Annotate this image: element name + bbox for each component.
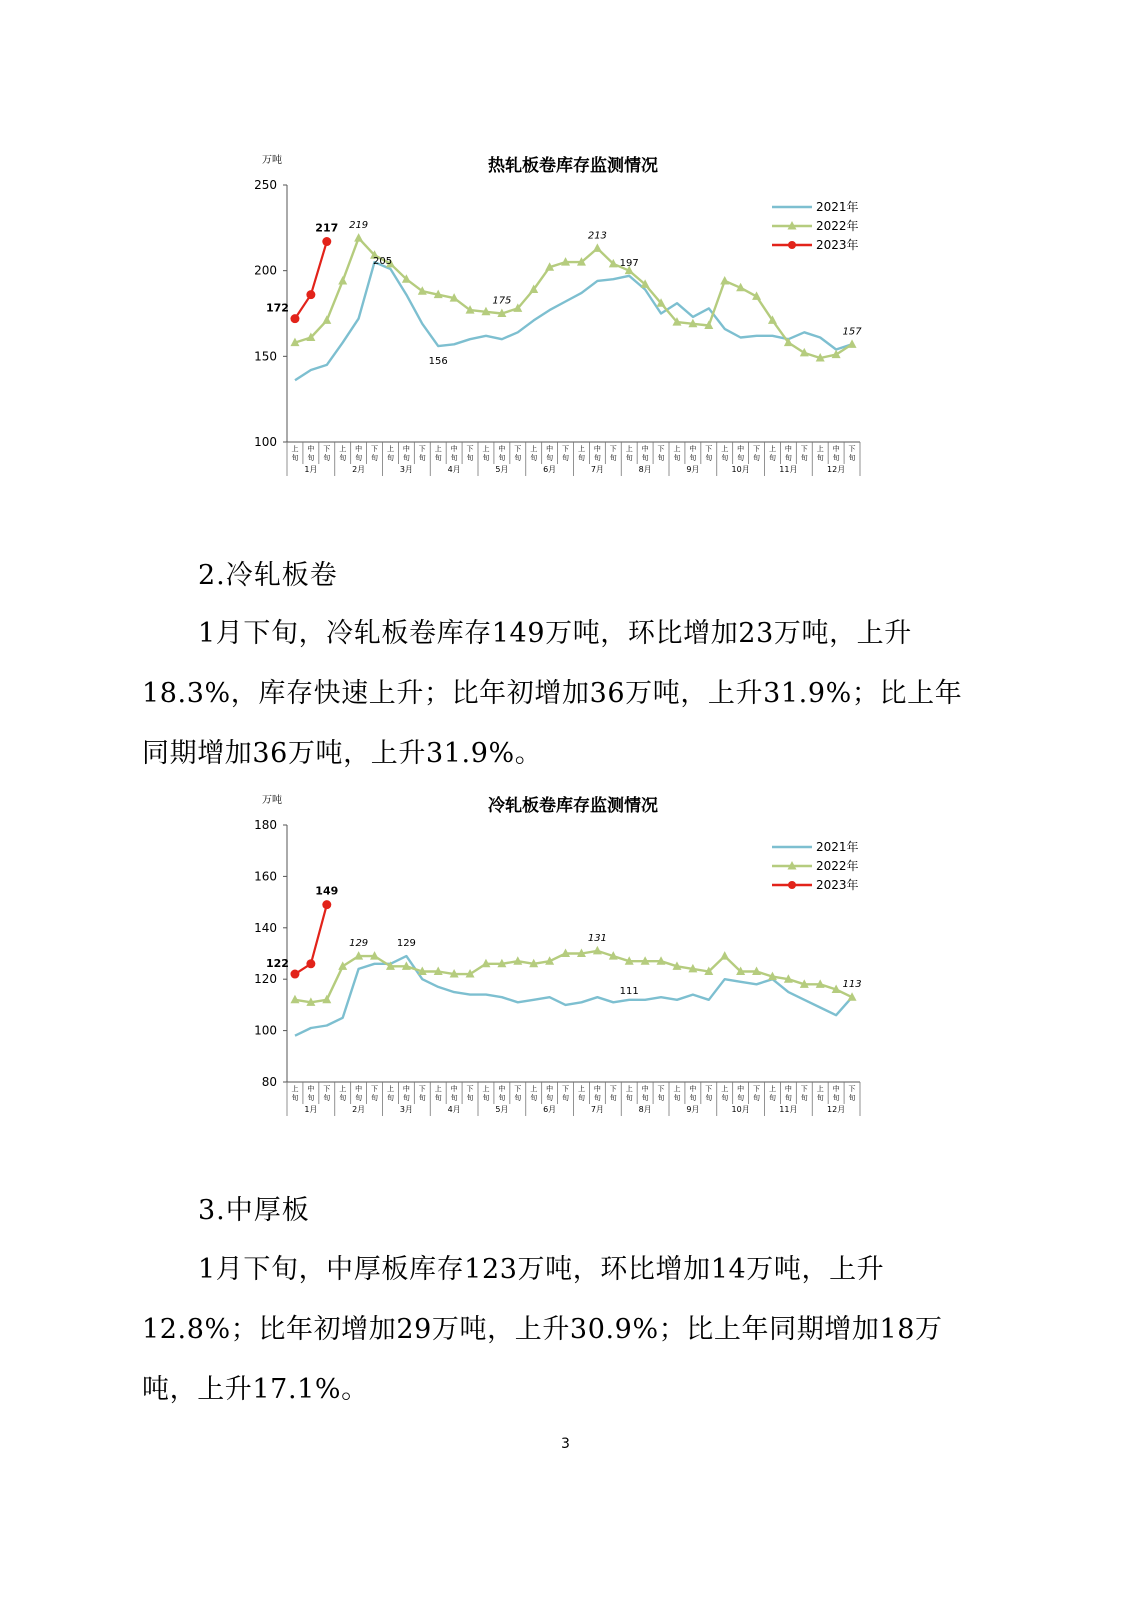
chart-0-xtick-label: 下: [848, 445, 856, 453]
chart-0-xtick-label: 上: [816, 445, 824, 453]
chart-1-month-label: 9月: [686, 1105, 700, 1114]
chart-0-month-label: 5月: [495, 465, 509, 474]
chart-0-xtick-label: 中: [784, 445, 792, 453]
chart-1-xtick-label: 旬: [593, 1094, 601, 1102]
chart-1-xtick-label: 中: [355, 1085, 363, 1093]
chart-1-series-line: [295, 956, 852, 1036]
chart-0-xtick-label: 旬: [753, 454, 761, 462]
chart-0-xtick-label: 旬: [705, 454, 713, 462]
chart-0-xtick-label: 旬: [386, 454, 394, 462]
chart-1-xtick-label: 中: [832, 1085, 840, 1093]
chart-1-xtick-label: 中: [641, 1085, 649, 1093]
chart-1-xtick-label: 旬: [784, 1094, 792, 1102]
chart-0-point: [338, 276, 347, 285]
chart-0-xtick-label: 旬: [498, 454, 506, 462]
chart-1-xtick-label: 旬: [673, 1094, 681, 1102]
chart-0-xtick-label: 旬: [768, 454, 776, 462]
chart-1-xtick-label: 中: [546, 1085, 554, 1093]
cold-rolled-paragraph: 1月下旬，冷轧板卷库存149万吨，环比增加23万吨，上升18.3%，库存快速上升；比年初增加36万吨，上升31.9%；比上年同期增加36万吨，上升31.9%。: [142, 618, 963, 769]
chart-0-data-label: 205: [372, 256, 393, 268]
chart-0-xtick-label: 上: [339, 445, 347, 453]
chart-1-data-label: 122: [265, 957, 289, 971]
chart-0-xtick-label: 旬: [323, 454, 331, 462]
chart-0-point: [306, 290, 315, 299]
chart-1-xtick-label: 旬: [737, 1094, 745, 1102]
chart-1-month-label: 1月: [304, 1105, 318, 1114]
chart-1-xtick-label: 上: [721, 1085, 729, 1093]
chart-1-xtick-label: 旬: [562, 1094, 570, 1102]
chart-0-xtick-label: 上: [721, 445, 729, 453]
chart-1-legend-label: 2022年: [816, 859, 859, 873]
chart-1-point: [290, 970, 299, 979]
chart-1-point: [322, 995, 331, 1004]
chart-0-xtick-label: 中: [737, 445, 745, 453]
chart-1-series-line: [295, 951, 852, 1002]
chart-1-ytick-label: 80: [261, 1075, 277, 1089]
chart-1-point: [720, 951, 729, 960]
chart-0-xtick-label: 上: [673, 445, 681, 453]
chart-1-month-label: 12月: [827, 1105, 846, 1114]
chart-0-month-label: 4月: [447, 465, 461, 474]
chart-1-xtick-label: 上: [434, 1085, 442, 1093]
chart-0-month-label: 8月: [638, 465, 652, 474]
chart-1-xtick-label: 旬: [546, 1094, 554, 1102]
chart-0-xtick-label: 中: [355, 445, 363, 453]
chart-0-xtick-label: 旬: [657, 454, 665, 462]
chart-1-xtick-label: 上: [530, 1085, 538, 1093]
cold-rolled-chart: [240, 785, 880, 1125]
chart-1-xtick-label: 旬: [721, 1094, 729, 1102]
chart-1-month-label: 7月: [590, 1105, 604, 1114]
chart-1-data-label: 129: [396, 938, 416, 950]
chart-0-xtick-label: 上: [482, 445, 490, 453]
chart-1-xtick-label: 旬: [498, 1094, 506, 1102]
chart-1-data-label: 113: [842, 979, 862, 991]
chart-0-xtick-label: 旬: [784, 454, 792, 462]
chart-0-xtick-label: 中: [546, 445, 554, 453]
chart-0-month-label: 11月: [779, 465, 798, 474]
chart-0-xtick-label: 旬: [514, 454, 522, 462]
chart-0-data-label: 157: [842, 326, 862, 338]
chart-0-ytick-label: 150: [254, 349, 277, 364]
chart-0-xtick-label: 旬: [434, 454, 442, 462]
chart-0-xtick-label: 旬: [562, 454, 570, 462]
chart-0-xtick-label: 旬: [530, 454, 538, 462]
chart-1-xtick-label: 下: [800, 1085, 808, 1093]
chart-0-data-label: 156: [428, 356, 448, 368]
chart-0-xtick-label: 下: [609, 445, 617, 453]
chart-0-legend-label: 2021年: [816, 200, 859, 214]
chart-1-xtick-label: 上: [816, 1085, 824, 1093]
chart-0-xtick-label: 上: [768, 445, 776, 453]
chart-1-xtick-label: 中: [402, 1085, 410, 1093]
chart-0-xtick-label: 上: [434, 445, 442, 453]
chart-0-xtick-label: 下: [323, 445, 331, 453]
chart-0-xtick-label: 上: [291, 445, 299, 453]
chart-0-title: 热轧板卷库存监测情况: [488, 156, 658, 176]
chart-1-month-label: 8月: [638, 1105, 652, 1114]
chart-0-xtick-label: 下: [418, 445, 426, 453]
chart-1-xtick-label: 旬: [466, 1094, 474, 1102]
chart-0-xtick-label: 旬: [609, 454, 617, 462]
chart-0-data-label: 172: [265, 301, 289, 315]
chart-0-xtick-label: 下: [800, 445, 808, 453]
chart-1-xtick-label: 旬: [307, 1094, 315, 1102]
chart-0-xtick-label: 中: [689, 445, 697, 453]
chart-1-xtick-label: 旬: [434, 1094, 442, 1102]
chart-1-xtick-label: 下: [562, 1085, 570, 1093]
chart-0-xtick-label: 旬: [339, 454, 347, 462]
chart-0-xtick-label: 旬: [848, 454, 856, 462]
chart-0-xtick-label: 旬: [721, 454, 729, 462]
chart-0-xtick-label: 旬: [641, 454, 649, 462]
chart-1-xtick-label: 上: [386, 1085, 394, 1093]
chart-1-xtick-label: 上: [673, 1085, 681, 1093]
chart-1-xtick-label: 下: [657, 1085, 665, 1093]
chart-1-xtick-label: 旬: [339, 1094, 347, 1102]
chart-1-xtick-label: 下: [323, 1085, 331, 1093]
chart-0-xtick-label: 旬: [402, 454, 410, 462]
chart-1-xtick-label: 旬: [848, 1094, 856, 1102]
chart-1-xtick-label: 旬: [530, 1094, 538, 1102]
chart-1-xtick-label: 旬: [657, 1094, 665, 1102]
chart-1-point: [306, 959, 315, 968]
chart-1-xtick-label: 旬: [609, 1094, 617, 1102]
chart-1-xtick-label: 旬: [402, 1094, 410, 1102]
chart-1-xtick-label: 旬: [705, 1094, 713, 1102]
chart-1-xtick-label: 上: [482, 1085, 490, 1093]
chart-1-xtick-label: 上: [768, 1085, 776, 1093]
chart-0-data-label: 213: [587, 230, 607, 242]
chart-0-xtick-label: 旬: [291, 454, 299, 462]
chart-1-xtick-label: 旬: [689, 1094, 697, 1102]
chart-0-xtick-label: 旬: [371, 454, 379, 462]
chart-0-month-label: 6月: [543, 465, 557, 474]
chart-0-xtick-label: 上: [625, 445, 633, 453]
chart-0-xtick-label: 下: [753, 445, 761, 453]
chart-0-xtick-label: 旬: [800, 454, 808, 462]
chart-0-xtick-label: 旬: [593, 454, 601, 462]
chart-1-xtick-label: 中: [784, 1085, 792, 1093]
chart-1-data-label: 131: [587, 932, 607, 944]
chart-0-xtick-label: 旬: [546, 454, 554, 462]
chart-0-xtick-label: 下: [466, 445, 474, 453]
chart-0-xtick-label: 旬: [832, 454, 840, 462]
chart-0-data-label: 175: [492, 295, 512, 307]
chart-0-point: [290, 314, 299, 323]
chart-0-ytick-label: 200: [254, 263, 277, 278]
chart-1-ytick-label: 120: [254, 972, 277, 987]
chart-1-xtick-label: 中: [498, 1085, 506, 1093]
chart-0-xtick-label: 下: [371, 445, 379, 453]
chart-1-point: [513, 956, 522, 965]
chart-1-xtick-label: 中: [450, 1085, 458, 1093]
chart-1-month-label: 2月: [352, 1105, 366, 1114]
chart-1-point: [290, 995, 299, 1004]
chart-0-xtick-label: 下: [514, 445, 522, 453]
chart-1-data-label: 111: [619, 985, 639, 997]
chart-1-month-label: 11月: [779, 1105, 798, 1114]
chart-1-month-label: 4月: [447, 1105, 461, 1114]
chart-0-point: [848, 339, 857, 348]
chart-1-point: [593, 946, 602, 955]
chart-0-xtick-label: 中: [307, 445, 315, 453]
chart-1-xtick-label: 旬: [323, 1094, 331, 1102]
chart-1-xtick-label: 旬: [482, 1094, 490, 1102]
chart-1-xtick-label: 中: [689, 1085, 697, 1093]
chart-1-xtick-label: 旬: [291, 1094, 299, 1102]
chart-0-xtick-label: 旬: [737, 454, 745, 462]
hot-rolled-chart-svg: [240, 145, 880, 485]
chart-0-xtick-label: 上: [386, 445, 394, 453]
chart-0-xtick-label: 中: [402, 445, 410, 453]
chart-1-ytick-label: 160: [254, 869, 277, 884]
chart-0-xtick-label: 中: [832, 445, 840, 453]
chart-1-ytick-label: 100: [254, 1023, 277, 1038]
chart-1-title: 冷轧板卷库存监测情况: [488, 796, 658, 816]
chart-1-xtick-label: 旬: [418, 1094, 426, 1102]
cold-rolled-chart-svg: [240, 785, 880, 1125]
chart-1-xtick-label: 上: [577, 1085, 585, 1093]
chart-1-xtick-label: 旬: [832, 1094, 840, 1102]
chart-0-xtick-label: 旬: [418, 454, 426, 462]
chart-1-ylabel: 万吨: [262, 795, 282, 806]
chart-1-xtick-label: 中: [737, 1085, 745, 1093]
chart-1-month-label: 3月: [399, 1105, 413, 1114]
chart-1-xtick-label: 旬: [371, 1094, 379, 1102]
chart-1-xtick-label: 旬: [800, 1094, 808, 1102]
chart-1-xtick-label: 下: [609, 1085, 617, 1093]
chart-0-ytick-label: 250: [254, 178, 277, 192]
chart-0-xtick-label: 中: [498, 445, 506, 453]
chart-0-xtick-label: 旬: [673, 454, 681, 462]
page-number: 3: [561, 1436, 570, 1452]
hot-rolled-chart: [240, 145, 880, 485]
chart-1-legend-marker: [788, 881, 796, 889]
chart-0-xtick-label: 下: [657, 445, 665, 453]
medium-plate-paragraph: 1月下旬，中厚板库存123万吨，环比增加14万吨，上升12.8%；比年初增加29万吨，上升30.9%；比上年同期增加18万吨，上升17.1%。: [142, 1254, 943, 1405]
chart-0-xtick-label: 中: [450, 445, 458, 453]
chart-0-xtick-label: 中: [641, 445, 649, 453]
chart-0-series-line: [295, 242, 327, 319]
chart-0-xtick-label: 下: [705, 445, 713, 453]
chart-0-data-label: 219: [349, 220, 369, 232]
chart-1-month-label: 5月: [495, 1105, 509, 1114]
chart-1-xtick-label: 下: [418, 1085, 426, 1093]
chart-0-xtick-label: 上: [577, 445, 585, 453]
chart-1-xtick-label: 旬: [355, 1094, 363, 1102]
chart-1-xtick-label: 下: [466, 1085, 474, 1093]
chart-0-xtick-label: 旬: [816, 454, 824, 462]
chart-1-month-label: 6月: [543, 1105, 557, 1114]
chart-0-point: [322, 237, 331, 246]
chart-1-xtick-label: 上: [625, 1085, 633, 1093]
chart-1-xtick-label: 下: [753, 1085, 761, 1093]
chart-1-xtick-label: 旬: [577, 1094, 585, 1102]
section-heading-medium-plate: 3.中厚板: [198, 1195, 310, 1226]
chart-0-xtick-label: 旬: [577, 454, 585, 462]
chart-0-xtick-label: 旬: [625, 454, 633, 462]
chart-1-xtick-label: 下: [848, 1085, 856, 1093]
chart-0-xtick-label: 下: [562, 445, 570, 453]
chart-1-xtick-label: 下: [514, 1085, 522, 1093]
chart-1-month-label: 10月: [731, 1105, 750, 1114]
chart-1-xtick-label: 旬: [386, 1094, 394, 1102]
chart-0-point: [354, 233, 363, 242]
chart-0-legend-label: 2022年: [816, 219, 859, 233]
chart-0-xtick-label: 旬: [450, 454, 458, 462]
chart-1-xtick-label: 上: [291, 1085, 299, 1093]
chart-1-xtick-label: 下: [371, 1085, 379, 1093]
chart-1-xtick-label: 旬: [753, 1094, 761, 1102]
chart-0-xtick-label: 中: [593, 445, 601, 453]
chart-0-ytick-label: 100: [254, 435, 277, 449]
chart-0-point: [322, 315, 331, 324]
chart-0-xtick-label: 旬: [307, 454, 315, 462]
chart-1-ytick-label: 140: [254, 920, 277, 935]
chart-0-legend-label: 2023年: [816, 238, 859, 252]
chart-0-xtick-label: 旬: [689, 454, 697, 462]
chart-0-month-label: 12月: [827, 465, 846, 474]
chart-1-point: [322, 900, 331, 909]
chart-1-xtick-label: 上: [339, 1085, 347, 1093]
chart-0-data-label: 197: [619, 257, 639, 269]
chart-1-legend-label: 2023年: [816, 878, 859, 892]
chart-0-data-label: 217: [315, 221, 339, 235]
chart-1-xtick-label: 旬: [816, 1094, 824, 1102]
chart-0-month-label: 1月: [304, 465, 318, 474]
chart-0-xtick-label: 旬: [466, 454, 474, 462]
chart-0-month-label: 2月: [352, 465, 366, 474]
chart-0-xtick-label: 上: [530, 445, 538, 453]
chart-1-legend-label: 2021年: [816, 840, 859, 854]
chart-1-xtick-label: 旬: [641, 1094, 649, 1102]
chart-1-xtick-label: 中: [307, 1085, 315, 1093]
chart-1-data-label: 149: [315, 884, 339, 898]
chart-0-series-line: [295, 262, 852, 380]
chart-1-xtick-label: 旬: [514, 1094, 522, 1102]
chart-0-month-label: 10月: [731, 465, 750, 474]
chart-0-month-label: 7月: [590, 465, 604, 474]
chart-0-point: [593, 243, 602, 252]
chart-1-xtick-label: 下: [705, 1085, 713, 1093]
chart-0-legend-marker: [788, 241, 796, 249]
chart-0-ylabel: 万吨: [262, 155, 282, 166]
chart-1-xtick-label: 旬: [625, 1094, 633, 1102]
chart-0-month-label: 3月: [399, 465, 413, 474]
chart-1-xtick-label: 旬: [768, 1094, 776, 1102]
chart-0-xtick-label: 旬: [355, 454, 363, 462]
chart-1-xtick-label: 中: [593, 1085, 601, 1093]
chart-0-xtick-label: 旬: [482, 454, 490, 462]
chart-1-xtick-label: 旬: [450, 1094, 458, 1102]
chart-1-ytick-label: 180: [254, 818, 277, 832]
chart-0-month-label: 9月: [686, 465, 700, 474]
chart-0-point: [720, 276, 729, 285]
chart-1-data-label: 129: [349, 938, 369, 950]
section-heading-cold-rolled: 2.冷轧板卷: [198, 560, 338, 591]
